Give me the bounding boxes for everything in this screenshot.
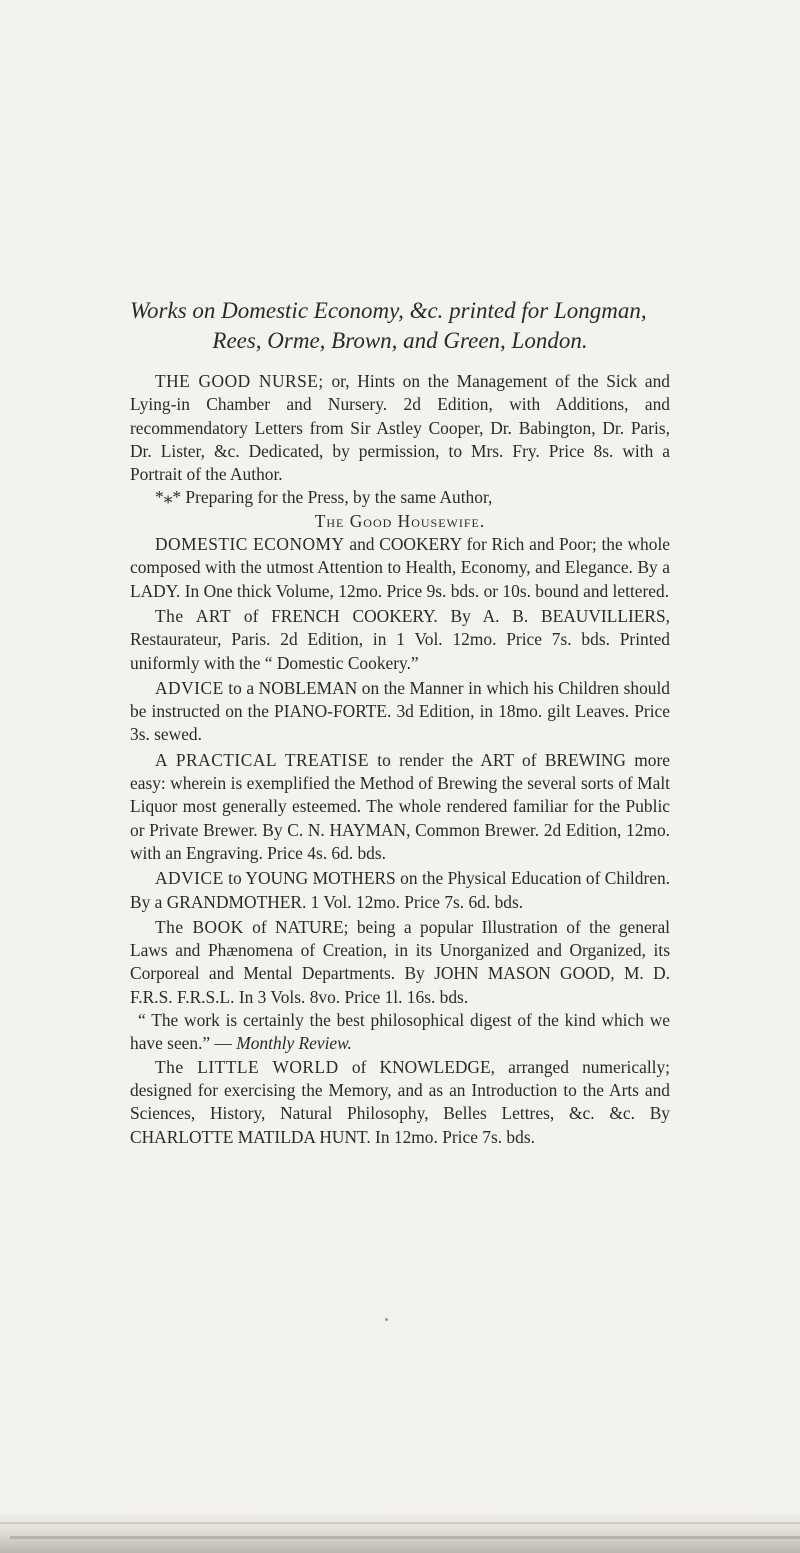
entry-advice-nobleman	[130, 677, 670, 747]
entry-domestic-economy	[130, 533, 670, 603]
entry-lead: A PRACTICAL TREATISE	[155, 749, 370, 770]
entry-lead: The ART	[155, 605, 232, 626]
entry-lead: DOMESTIC ECONOMY	[155, 534, 345, 555]
entry-lead: ADVICE	[155, 868, 224, 889]
entry-lead: THE GOOD NURSE;	[155, 371, 324, 391]
entry-french-cookery	[130, 605, 670, 675]
entry-text: to YOUNG MOTHERS on the Physical Education of Children. By a GRANDMOTHER. 1 Vol. 12mo. Price 7s. 6d. bds.	[130, 868, 670, 912]
review-quote	[130, 1009, 670, 1056]
entry-text: to render the ART of BREWING more easy: wherein is exemplified the Method of Brewing the several sorts of Malt Liquor most generally esteemed. The whole rendered familiar for the Public or Private Brewer. By C. N. HAYMAN, Common Brewer. 2d Edition, 12mo. with an Engraving. Price 4s. 6d. bds.	[130, 749, 670, 863]
header-line-1: Works on Domestic Economy, &c. printed for Longman,	[130, 298, 647, 323]
entry-little-world	[130, 1056, 670, 1149]
entry-text: of NATURE; being a popular Illustration of the general Laws and Phænomena of Creation, in its Unorganized and Organized, its Corporeal and Mental Departments. By JOHN MASON GOOD, M. D. F.R.S. F.R.S.L. In 3 Vols. 8vo. Price 1l. 16s. bds.	[130, 916, 671, 1007]
quote-source: Monthly Review.	[236, 1033, 352, 1054]
entry-text: and COOKERY for Rich and Poor; the whole composed with the utmost Attention to Health, Economy, and Elegance. By a LADY. In One thick Volume, 12mo. Price 9s. bds. or 10s. bound and lettered.	[130, 534, 670, 601]
entry-brewing-treatise	[130, 749, 670, 865]
quote-text: “ The work is certainly the best philosophical digest of the kind which we have seen.” —	[130, 1010, 670, 1054]
advertisement-list	[130, 370, 670, 1149]
paper-speck	[385, 1318, 388, 1321]
entry-text: or, Hints on the Management of the Sick and Lying-in Chamber and Nursery. 2d Edition, with Additions, and recommendatory Letters from Sir Astley Cooper, Dr. Babington, Dr. Paris, Dr. Lister, &c. Dedicated, by permission, to Mrs. Fry. Price 8s. with a Portrait of the Author.	[130, 371, 670, 485]
entry-good-nurse	[130, 370, 670, 486]
preparing-note: *⁎* Preparing for the Press, by the same Author,	[155, 487, 493, 508]
page-header	[130, 296, 690, 356]
page-edge-strip	[0, 1514, 800, 1553]
header-line-2: Rees, Orme, Brown, and Green, London.	[212, 328, 588, 353]
entry-lead: The BOOK	[155, 916, 244, 937]
entry-lead: The LITTLE WORLD	[155, 1056, 339, 1077]
preparing-title: The Good Housewife.	[314, 510, 486, 531]
entry-text: of KNOWLEDGE, arranged numerically; designed for exercising the Memory, and as an Introduction to the Arts and Sciences, History, Natural Philosophy, Belles Lettres, &c. &c. By CHARLOTTE MATILDA HUNT. In 12mo. Price 7s. bds.	[130, 1056, 671, 1147]
entry-lead: ADVICE	[155, 677, 224, 698]
entry-text: of FRENCH COOKERY. By A. B. BEAUVILLIERS, Restaurateur, Paris. 2d Edition, in 1 Vol. 12mo. Price 7s. bds. Printed uniformly with the “ Domestic Cookery.”	[130, 605, 670, 673]
entry-advice-mothers	[130, 867, 670, 914]
entry-text: to a NOBLEMAN on the Manner in which his Children should be instructed on the PIANO-FORTE. 3d Edition, in 18mo. gilt Leaves. Price 3s. sewed.	[130, 677, 670, 745]
entry-book-of-nature	[130, 916, 670, 1009]
